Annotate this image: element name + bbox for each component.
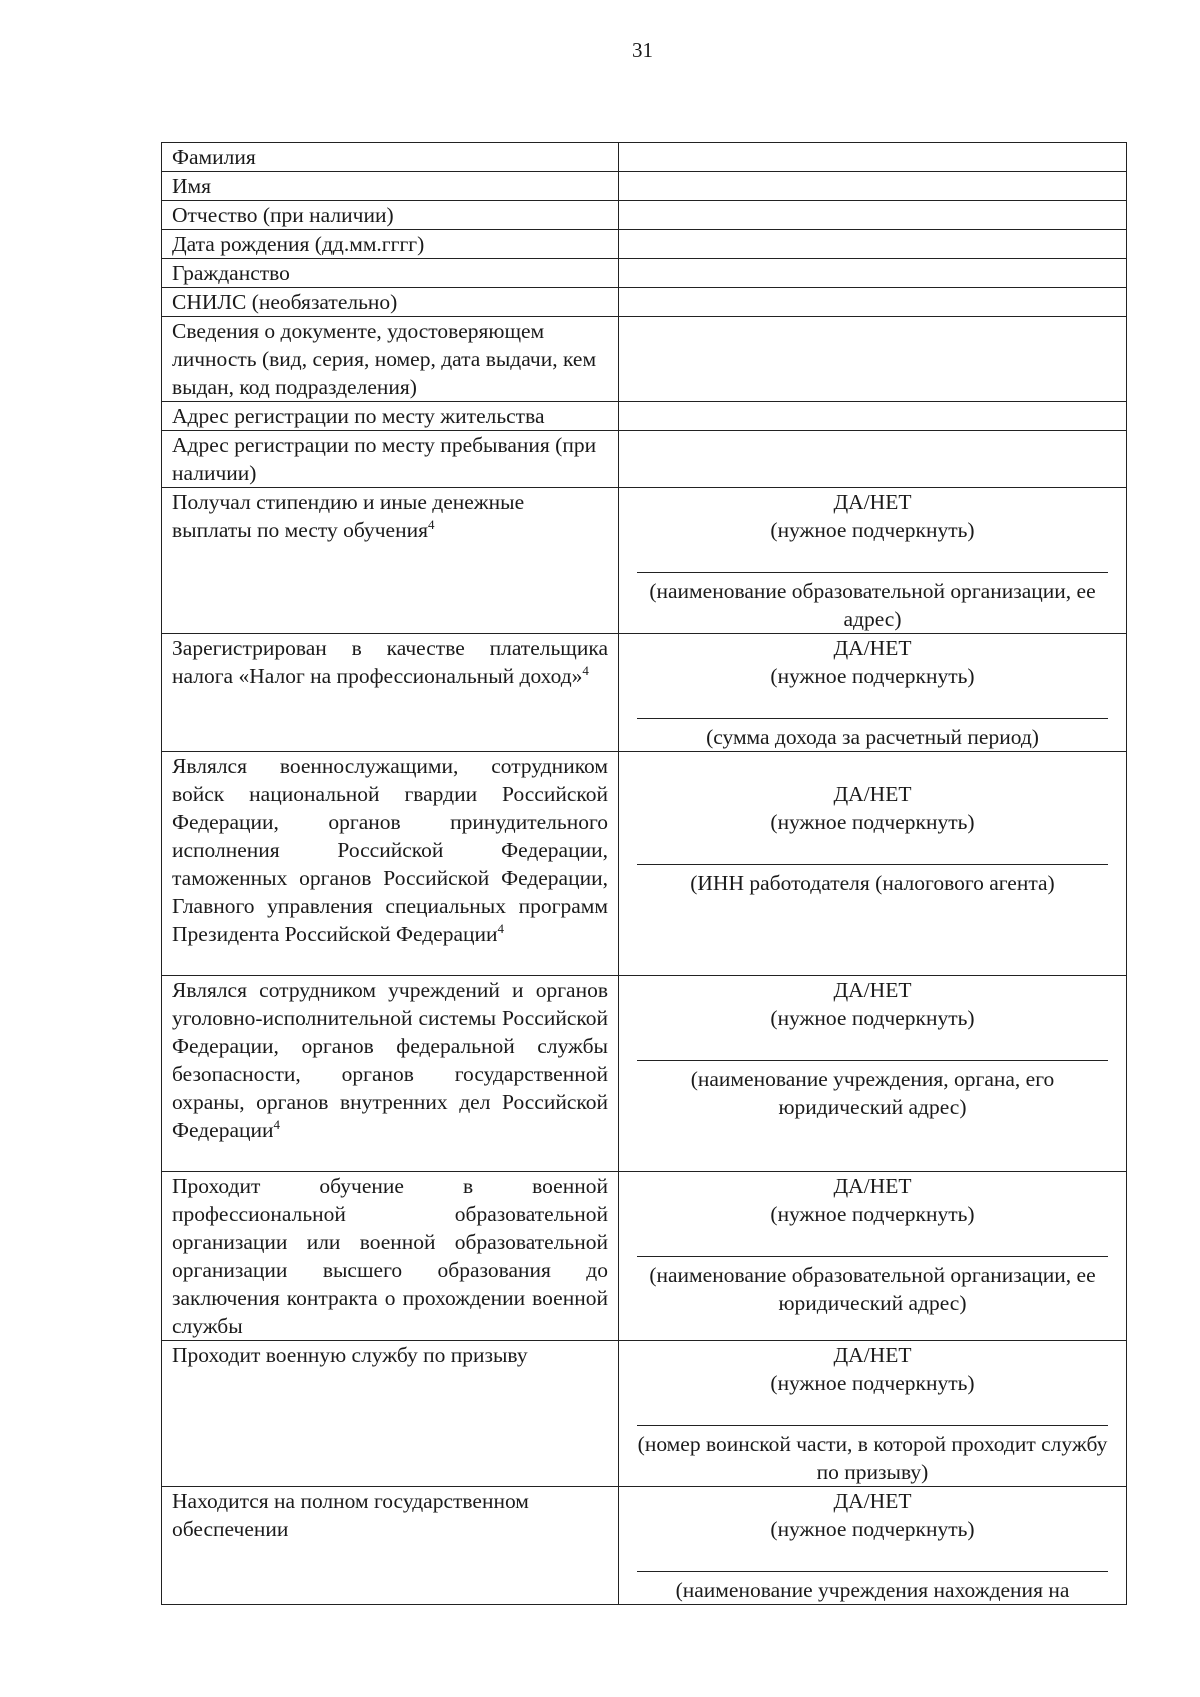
answer-line[interactable] [637, 1228, 1108, 1257]
field-label-text: Зарегистрирован в качестве плательщика налога «Налог на профессиональный доход» [172, 636, 608, 688]
field-value[interactable] [619, 402, 1127, 431]
table-row-military-service [162, 752, 1127, 976]
answer-line[interactable] [637, 1543, 1108, 1572]
answer-caption: (наименование образовательной организации, ее адрес) [649, 579, 1096, 631]
table-row-military-education [162, 1172, 1127, 1341]
field-label: СНИЛС (необязательно) [162, 288, 619, 317]
yes-no-option[interactable]: ДА/НЕТ [833, 490, 912, 514]
field-label-text: Являлся сотрудником учреждений и органов уголовно-исполнительной системы Российской Федерации, органов федеральной службы безопасности, органов государственной охраны, органов внутренних дел Российской Федерации [172, 978, 608, 1142]
table-row [162, 230, 1127, 259]
field-label [162, 488, 619, 634]
answer-line[interactable] [637, 1032, 1108, 1061]
footnote-marker: 4 [428, 516, 435, 532]
answer-caption: (ИНН работодателя (налогового агента) [690, 871, 1055, 895]
choice-cell [619, 1341, 1127, 1487]
field-label [162, 976, 619, 1172]
underline-instruction: (нужное подчеркнуть) [770, 1006, 975, 1030]
yes-no-option[interactable]: ДА/НЕТ [833, 636, 912, 660]
footnote-marker: 4 [497, 920, 505, 936]
answer-line[interactable] [637, 690, 1108, 719]
field-label: Фамилия [162, 143, 619, 172]
table-row [162, 431, 1127, 488]
field-value[interactable] [619, 143, 1127, 172]
yes-no-option[interactable]: ДА/НЕТ [833, 1343, 912, 1367]
field-label [162, 1341, 619, 1487]
answer-caption: (наименование учреждения нахождения на [675, 1578, 1070, 1602]
underline-instruction: (нужное подчеркнуть) [770, 664, 975, 688]
table-row-npd-taxpayer [162, 634, 1127, 752]
field-label: Адрес регистрации по месту жительства [162, 402, 619, 431]
field-value[interactable] [619, 431, 1127, 488]
page-number: 31 [632, 38, 653, 62]
choice-cell [619, 634, 1127, 752]
yes-no-option[interactable]: ДА/НЕТ [833, 782, 912, 806]
table-row [162, 172, 1127, 201]
field-label-text: Проходит военную службу по призыву [172, 1343, 528, 1367]
field-label-text: Проходит обучение в военной профессиональной образовательной организации или военной образовательной организации высшего образования до заключения контракта о прохождении военной службы [172, 1174, 608, 1338]
yes-no-option[interactable]: ДА/НЕТ [833, 978, 912, 1002]
table-row-state-support [162, 1487, 1127, 1605]
table-row [162, 288, 1127, 317]
choice-cell [619, 752, 1127, 976]
underline-instruction: (нужное подчеркнуть) [770, 1202, 975, 1226]
underline-instruction: (нужное подчеркнуть) [770, 1517, 975, 1541]
choice-cell [619, 488, 1127, 634]
field-label [162, 1172, 619, 1341]
field-label: Дата рождения (дд.мм.гггг) [162, 230, 619, 259]
answer-caption: (наименование образовательной организации, ее юридический адрес) [649, 1263, 1096, 1315]
field-label: Имя [162, 172, 619, 201]
underline-instruction: (нужное подчеркнуть) [770, 1371, 975, 1395]
field-label: Гражданство [162, 259, 619, 288]
table-row [162, 317, 1127, 402]
footnote-marker: 4 [273, 1116, 281, 1132]
underline-instruction: (нужное подчеркнуть) [770, 810, 975, 834]
answer-caption: (номер воинской части, в которой проходит службу по призыву) [637, 1432, 1108, 1484]
field-value[interactable] [619, 172, 1127, 201]
table-row-conscription [162, 1341, 1127, 1487]
field-label-text: Являлся военнослужащими, сотрудником войск национальной гвардии Российской Федерации, органов принудительного исполнения Российской Федерации, таможенных органов Российской Федерации, Главного управления специальных программ Президента Российской Федерации [172, 754, 608, 946]
field-value[interactable] [619, 317, 1127, 402]
table-row [162, 402, 1127, 431]
field-value[interactable] [619, 259, 1127, 288]
table-row [162, 259, 1127, 288]
table-row-law-enforcement-service [162, 976, 1127, 1172]
field-label: Адрес регистрации по месту пребывания (при наличии) [162, 431, 619, 488]
choice-cell [619, 1172, 1127, 1341]
field-label: Отчество (при наличии) [162, 201, 619, 230]
table-row-stipend [162, 488, 1127, 634]
yes-no-option[interactable]: ДА/НЕТ [833, 1489, 912, 1513]
field-label [162, 752, 619, 976]
field-label [162, 1487, 619, 1605]
choice-cell [619, 1487, 1127, 1605]
underline-instruction: (нужное подчеркнуть) [770, 518, 975, 542]
answer-line[interactable] [637, 836, 1108, 865]
answer-caption: (сумма дохода за расчетный период) [706, 725, 1039, 749]
field-label-text: Находится на полном государственном обеспечении [172, 1489, 529, 1541]
personal-data-form-table [161, 142, 1127, 1605]
field-label-text: Получал стипендию и иные денежные выплаты по месту обучения [172, 490, 525, 542]
footnote-marker: 4 [582, 662, 589, 678]
table-row [162, 143, 1127, 172]
answer-line[interactable] [637, 544, 1108, 573]
field-value[interactable] [619, 230, 1127, 259]
field-value[interactable] [619, 288, 1127, 317]
answer-line[interactable] [637, 1397, 1108, 1426]
field-label [162, 634, 619, 752]
field-value[interactable] [619, 201, 1127, 230]
choice-cell [619, 976, 1127, 1172]
answer-caption: (наименование учреждения, органа, его юридический адрес) [690, 1067, 1055, 1119]
yes-no-option[interactable]: ДА/НЕТ [833, 1174, 912, 1198]
table-row [162, 201, 1127, 230]
field-label: Сведения о документе, удостоверяющем личность (вид, серия, номер, дата выдачи, кем выдан, код подразделения) [162, 317, 619, 402]
